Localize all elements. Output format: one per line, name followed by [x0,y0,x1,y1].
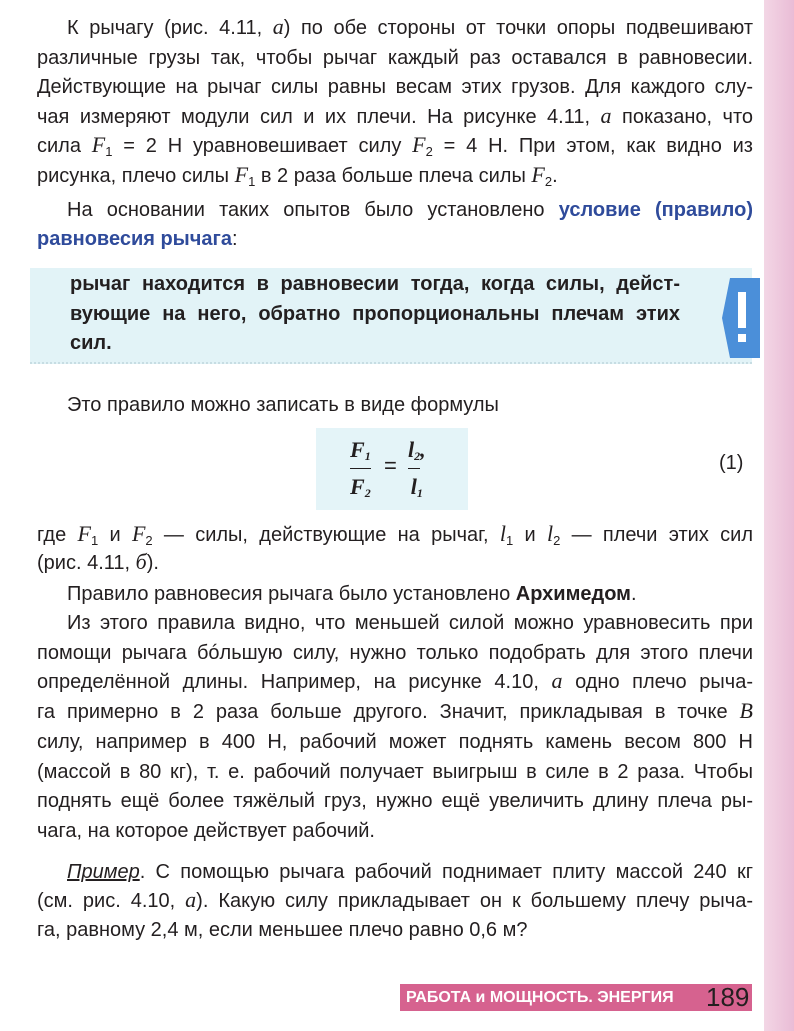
text-segment: (см. рис. 4.10, [37,890,186,912]
text-segment: га примерно в 2 раза больше другого. Значит, прикладывая в точке [37,701,740,724]
paragraph-lever-gain [37,609,753,847]
math-variable: F [91,132,106,157]
text-segment: Действующие на рычаг силы равны весам этих грузов. Для каждого слу- [37,76,753,98]
text-line [37,44,753,74]
chapter-title: РАБОТА и МОЩНОСТЬ. ЭНЕРГИЯ [406,989,674,1006]
text-segment: : [231,228,238,250]
text-segment: сила [37,135,92,157]
text-segment: одно плечо рыча- [562,671,753,694]
text-segment: рисунка, плечо силы [37,164,235,187]
text-line [70,329,680,359]
math-variable: F [531,161,545,187]
fraction-bar [408,468,420,469]
math-variable: а [272,14,284,39]
page-edge-strip [764,0,794,1031]
math-variable: б [135,549,147,574]
text-segment: показано, что [611,105,754,128]
text-line [37,639,753,669]
text-segment: (массой в 80 кг), т. е. рабочий получает выигрыш в силе в 2 раза. Чтобы [37,760,753,783]
text-segment: Из этого правила видно, что меньшей силой можно уравновесить при [67,612,753,634]
math-variable: F [77,521,91,546]
text-line [37,162,753,192]
formula-equals: = [384,453,397,478]
text-line [37,916,753,945]
text-segment: К рычагу (рис. 4.11, [67,17,273,39]
subscript: 1 [248,173,256,189]
paragraph-rule-intro [37,196,753,254]
subscript: 2 [544,173,553,189]
text-line [70,300,680,330]
page-number: 189 [706,982,750,1012]
text-segment: . С помощью рычага рабочий поднимает плиту массой 240 кг [139,861,753,883]
text-segment: поднять ещё более тяжёлый груз, нужно ещё увеличить длину плеча ры- [37,790,753,813]
text-segment: ) по обе стороны от точки опоры подвешивают [283,17,753,39]
text-segment: Архимедом [515,583,631,605]
footer-bar [400,984,752,1011]
text-segment: рычаг находится в равновесии тогда, когда силы, дейст- [70,273,680,295]
text-segment: силу, например в 400 Н, рабочий может поднять камень весом 800 Н [37,730,753,753]
text-line [37,225,753,254]
text-segment: = 2 Н уравновешивает силу [112,135,413,157]
text-line [70,270,680,300]
fraction-bar [350,468,371,469]
text-segment: в 2 раза больше плеча силы [255,164,532,187]
math-variable: F [131,521,146,546]
text-line [37,609,753,639]
formula-right-numerator: $l_2$, [408,437,426,463]
text-segment: условие (правило) [558,199,754,221]
text-line [37,858,753,887]
text-line [37,817,753,847]
formula-number: (1) [719,452,744,474]
text-segment: — плечи этих сил [560,524,753,546]
subscript: 1 [105,144,113,159]
text-segment: — силы, действующие на рычаг, [152,524,500,546]
text-segment: сил. [70,332,112,354]
text-segment: чага, на которое действует рабочий. [37,819,375,842]
math-variable: F [412,132,426,157]
text-segment: чая измеряют модули сил и их плечи. На рисунке 4.11, [37,105,601,128]
text-line [37,758,753,788]
paragraph-example [37,858,753,945]
text-segment: На основании таких опытов было установлено [67,199,559,221]
text-segment: (рис. 4.11, [37,552,136,574]
exclamation-icon [722,278,760,358]
subscript: 1 [90,533,99,548]
text-line [37,390,753,420]
text-segment: помощи рычага бóльшую силу, нужно только подобрать для этого плечи [37,641,753,664]
paragraph-archimedes [37,579,753,609]
text-segment: га, равному 2,4 м, если меньшее плечо равно 0,6 м? [37,919,528,941]
text-segment: Это правило можно записать в виде формулы [67,394,499,416]
text-segment: ). Какую силу прикладывает он к большему плечу рыча- [196,890,753,912]
rule-text [70,270,680,359]
formula-left-denominator: $F_2$ [350,474,371,500]
formula-right-fraction [408,436,426,501]
text-line [37,132,753,162]
formula-left-numerator: $F_1$ [350,437,371,463]
subscript: 1 [505,533,514,548]
paragraph-lever-experiment [37,14,753,191]
text-segment: Правило равновесия рычага было установлено [67,583,516,605]
text-segment: и [98,524,132,546]
text-segment: ). [146,552,159,574]
text-segment: различные грузы так, чтобы рычаг каждый раз оставался в равновесии. [37,46,753,69]
formula [316,428,468,510]
math-variable: F [234,161,249,187]
text-line [37,73,753,103]
text-line [37,196,753,225]
text-line [37,14,753,44]
math-variable: B [739,698,753,724]
text-line [37,787,753,817]
formula-left-fraction [350,436,371,501]
text-line [37,728,753,758]
formula-right-denominator: $l_1$ [410,474,423,500]
math-variable: а [551,668,563,694]
text-segment: определённой длины. Например, на рисунке 4.10, [37,671,552,694]
math-variable: l [546,521,554,546]
text-segment: где [37,524,78,546]
text-segment: . [630,583,637,605]
math-variable: а [600,102,612,128]
paragraph-formula-legend [37,521,753,577]
text-segment: вующие на него, обратно пропорциональны плечам этих [70,302,680,325]
text-line [37,698,753,728]
math-variable: l [499,521,506,546]
text-line [37,887,753,916]
subscript: 2 [425,144,433,159]
text-line [37,103,753,133]
text-line [37,579,753,609]
text-line [37,521,753,549]
text-segment: . [552,164,558,187]
paragraph-formula-intro [37,390,753,420]
text-line [37,549,753,577]
text-segment: и [513,524,547,546]
subscript: 2 [553,533,561,548]
text-segment: Пример [67,861,140,883]
text-segment: равновесия рычага [37,228,232,250]
text-segment: = 4 Н. При этом, как видно из [432,135,753,157]
math-variable: а [185,887,197,912]
text-line [37,668,753,698]
subscript: 2 [145,533,153,548]
